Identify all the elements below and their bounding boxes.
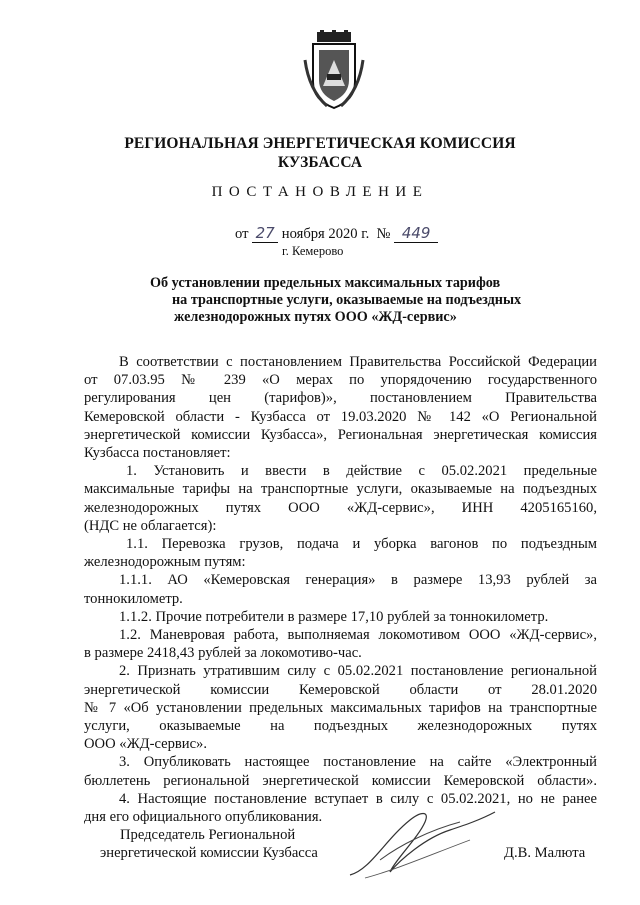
- p3-line: железнодорожным путям:: [84, 554, 246, 571]
- p1-line: регулирования цен (тарифов)», постановлением Правительства: [84, 390, 597, 407]
- number-sign: №: [376, 226, 391, 242]
- p1-line: Кемеровской области - Кузбасса от 19.03.2020 № 142 «О Региональной: [84, 408, 597, 425]
- p5-line: 1.1.2. Прочие потребители в размере 17,10 рублей за тоннокилометр.: [119, 608, 549, 625]
- signer-name: Д.В. Малюта: [504, 845, 586, 861]
- p9-line: 4. Настоящие постановление вступает в силу с 05.02.2021, но не ранее: [119, 790, 597, 807]
- p3-line: 1.1. Перевозка грузов, подача и уборка вагонов по подъездным: [126, 536, 597, 553]
- p7-line: 2. Признать утратившим силу с 05.02.2021 постановление региональной: [119, 663, 597, 680]
- doc-number: 449: [394, 224, 438, 243]
- p6-line: в размере 2418,43 рублей за локомотиво-час.: [84, 645, 362, 662]
- p1-line: энергетической комиссии Кузбасса», Региональная энергетическая комиссия: [84, 426, 597, 443]
- date-rest: ноября 2020 г.: [281, 226, 370, 242]
- p2-line: максимальные тарифы на транспортные услуги, оказываемые на подъездных: [84, 481, 597, 498]
- p7-line: ООО «ЖД-сервис».: [84, 736, 208, 753]
- p2-line: 1. Установить и ввести в действие с 05.02.2021 предельные: [126, 463, 597, 480]
- p2-line: (НДС не облагается):: [84, 517, 217, 534]
- date-prefix: от: [235, 226, 249, 242]
- p4-line: 1.1.1. АО «Кемеровская генерация» в размере 13,93 рублей за: [119, 572, 597, 589]
- org-name-line1: РЕГИОНАЛЬНАЯ ЭНЕРГЕТИЧЕСКАЯ КОМИССИЯ: [124, 135, 516, 152]
- body: [84, 353, 597, 826]
- date-day: 27: [252, 224, 278, 243]
- title-line1: Об установлении предельных максимальных тарифов: [150, 275, 501, 291]
- handwritten-signature: [340, 800, 500, 885]
- signer-position-line2: энергетической комиссии Кузбасса: [100, 845, 318, 861]
- signer-position-line1: Председатель Региональной: [120, 827, 296, 843]
- city: г. Кемерово: [282, 244, 344, 258]
- p7-line: услуги, оказываемые на подъездных железнодорожных путях: [84, 718, 597, 735]
- p1-line: Кузбасса постановляет:: [84, 445, 231, 462]
- title-line3: железнодорожных путях ООО «ЖД-сервис»: [174, 309, 457, 325]
- p8-line: 3. Опубликовать настоящее постановление на сайте «Электронный: [119, 754, 597, 771]
- doc-type: ПОСТАНОВЛЕНИЕ: [211, 184, 429, 200]
- p7-line: № 7 «Об установлении предельных максимальных тарифов на транспортные: [84, 699, 597, 716]
- p4-line: тоннокилометр.: [84, 590, 183, 607]
- date-number-line: [235, 224, 438, 243]
- p7-line: энергетической комиссии Кемеровской области от 28.01.2020: [84, 681, 597, 698]
- p2-line: железнодорожных путях ООО «ЖД-сервис», ИНН 4205165160,: [84, 499, 597, 516]
- org-name-line2: КУЗБАССА: [277, 154, 363, 171]
- p6-line: 1.2. Маневровая работа, выполняемая локомотивом ООО «ЖД-сервис»,: [119, 627, 597, 644]
- p1-line: В соответствии с постановлением Правительства Российской Федерации: [119, 354, 597, 370]
- coat-of-arms-emblem: [303, 30, 365, 110]
- title-line2: на транспортные услуги, оказываемые на подъездных: [172, 292, 522, 308]
- p1-line: от 07.03.95 № 239 «О мерах по упорядочению государственного: [84, 372, 597, 389]
- p8-line: бюллетень региональной энергетической комиссии Кемеровской области».: [84, 772, 597, 789]
- p9-line: дня его официального опубликования.: [84, 809, 323, 826]
